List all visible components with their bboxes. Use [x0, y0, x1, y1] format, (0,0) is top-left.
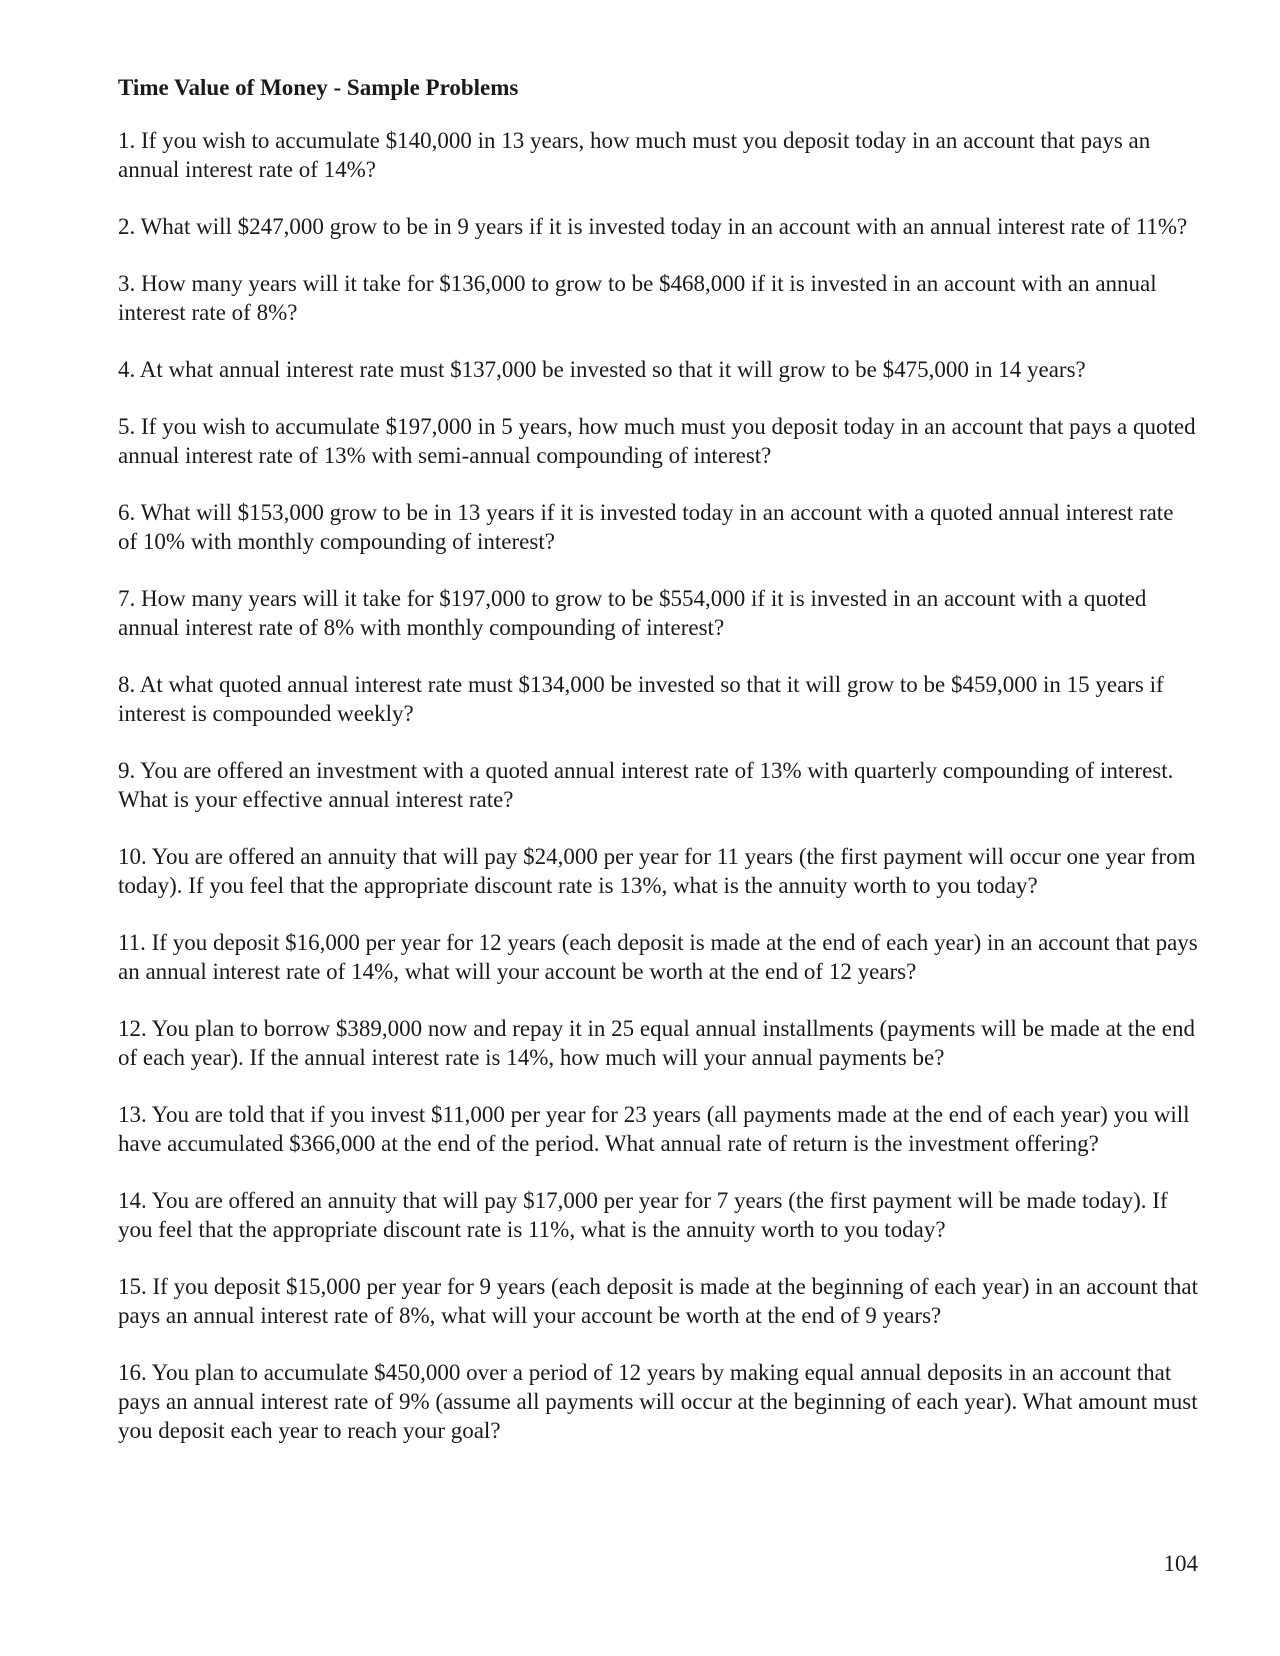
problem-14: 14. You are offered an annuity that will pay $17,000 per year for 7 years (the first payment will be made today). If you feel that the appropriate discount rate is 11%, what is the annuity worth to you today?: [118, 1188, 1168, 1242]
problem-5: 5. If you wish to accumulate $197,000 in 5 years, how much must you deposit today in an account that pays a quoted annual interest rate of 13% with semi-annual compounding of interest?: [118, 414, 1196, 468]
problem-2: 2. What will $247,000 grow to be in 9 years if it is invested today in an account with an annual interest rate of 11%?: [118, 214, 1188, 239]
problem-13: 13. You are told that if you invest $11,000 per year for 23 years (all payments made at the end of each year) you will have accumulated $366,000 at the end of the period. What annual rate of return is the investment offering?: [118, 1102, 1190, 1156]
problem-10: 10. You are offered an annuity that will pay $24,000 per year for 11 years (the first payment will occur one year from today). If you feel that the appropriate discount rate is 13%, what is the annuity worth to you today?: [118, 844, 1196, 898]
problem-6: 6. What will $153,000 grow to be in 13 years if it is invested today in an account with a quoted annual interest rate of 10% with monthly compounding of interest?: [118, 500, 1174, 554]
page-number: 104: [1163, 1551, 1198, 1576]
problem-3: 3. How many years will it take for $136,000 to grow to be $468,000 if it is invested in an account with an annual interest rate of 8%?: [118, 271, 1157, 325]
problem-15: 15. If you deposit $15,000 per year for 9 years (each deposit is made at the beginning of each year) in an account that pays an annual interest rate of 8%, what will your account be worth at the end of 9 years?: [118, 1274, 1198, 1328]
problem-1: 1. If you wish to accumulate $140,000 in 13 years, how much must you deposit today in an account that pays an annual interest rate of 14%?: [118, 128, 1151, 182]
problem-12: 12. You plan to borrow $389,000 now and repay it in 25 equal annual installments (payments will be made at the end of each year). If the annual interest rate is 14%, how much will your annual payments be?: [118, 1016, 1195, 1070]
problem-11: 11. If you deposit $16,000 per year for 12 years (each deposit is made at the end of each year) in an account that pays an annual interest rate of 14%, what will your account be worth at the end of 12 years?: [118, 930, 1198, 984]
document-page: [118, 72, 1198, 1473]
problem-8: 8. At what quoted annual interest rate must $134,000 be invested so that it will grow to be $459,000 in 15 years if interest is compounded weekly?: [118, 672, 1164, 726]
problem-9: 9. You are offered an investment with a quoted annual interest rate of 13% with quarterly compounding of interest. What is your effective annual interest rate?: [118, 758, 1174, 812]
problem-7: 7. How many years will it take for $197,000 to grow to be $554,000 if it is invested in an account with a quoted annual interest rate of 8% with monthly compounding of interest?: [118, 586, 1147, 640]
page-title: Time Value of Money - Sample Problems: [118, 75, 519, 100]
problem-16: 16. You plan to accumulate $450,000 over a period of 12 years by making equal annual deposits in an account that pays an annual interest rate of 9% (assume all payments will occur at the beginning of each year). What amount must you deposit each year to reach your goal?: [118, 1360, 1198, 1443]
problem-4: 4. At what annual interest rate must $137,000 be invested so that it will grow to be $475,000 in 14 years?: [118, 357, 1086, 382]
